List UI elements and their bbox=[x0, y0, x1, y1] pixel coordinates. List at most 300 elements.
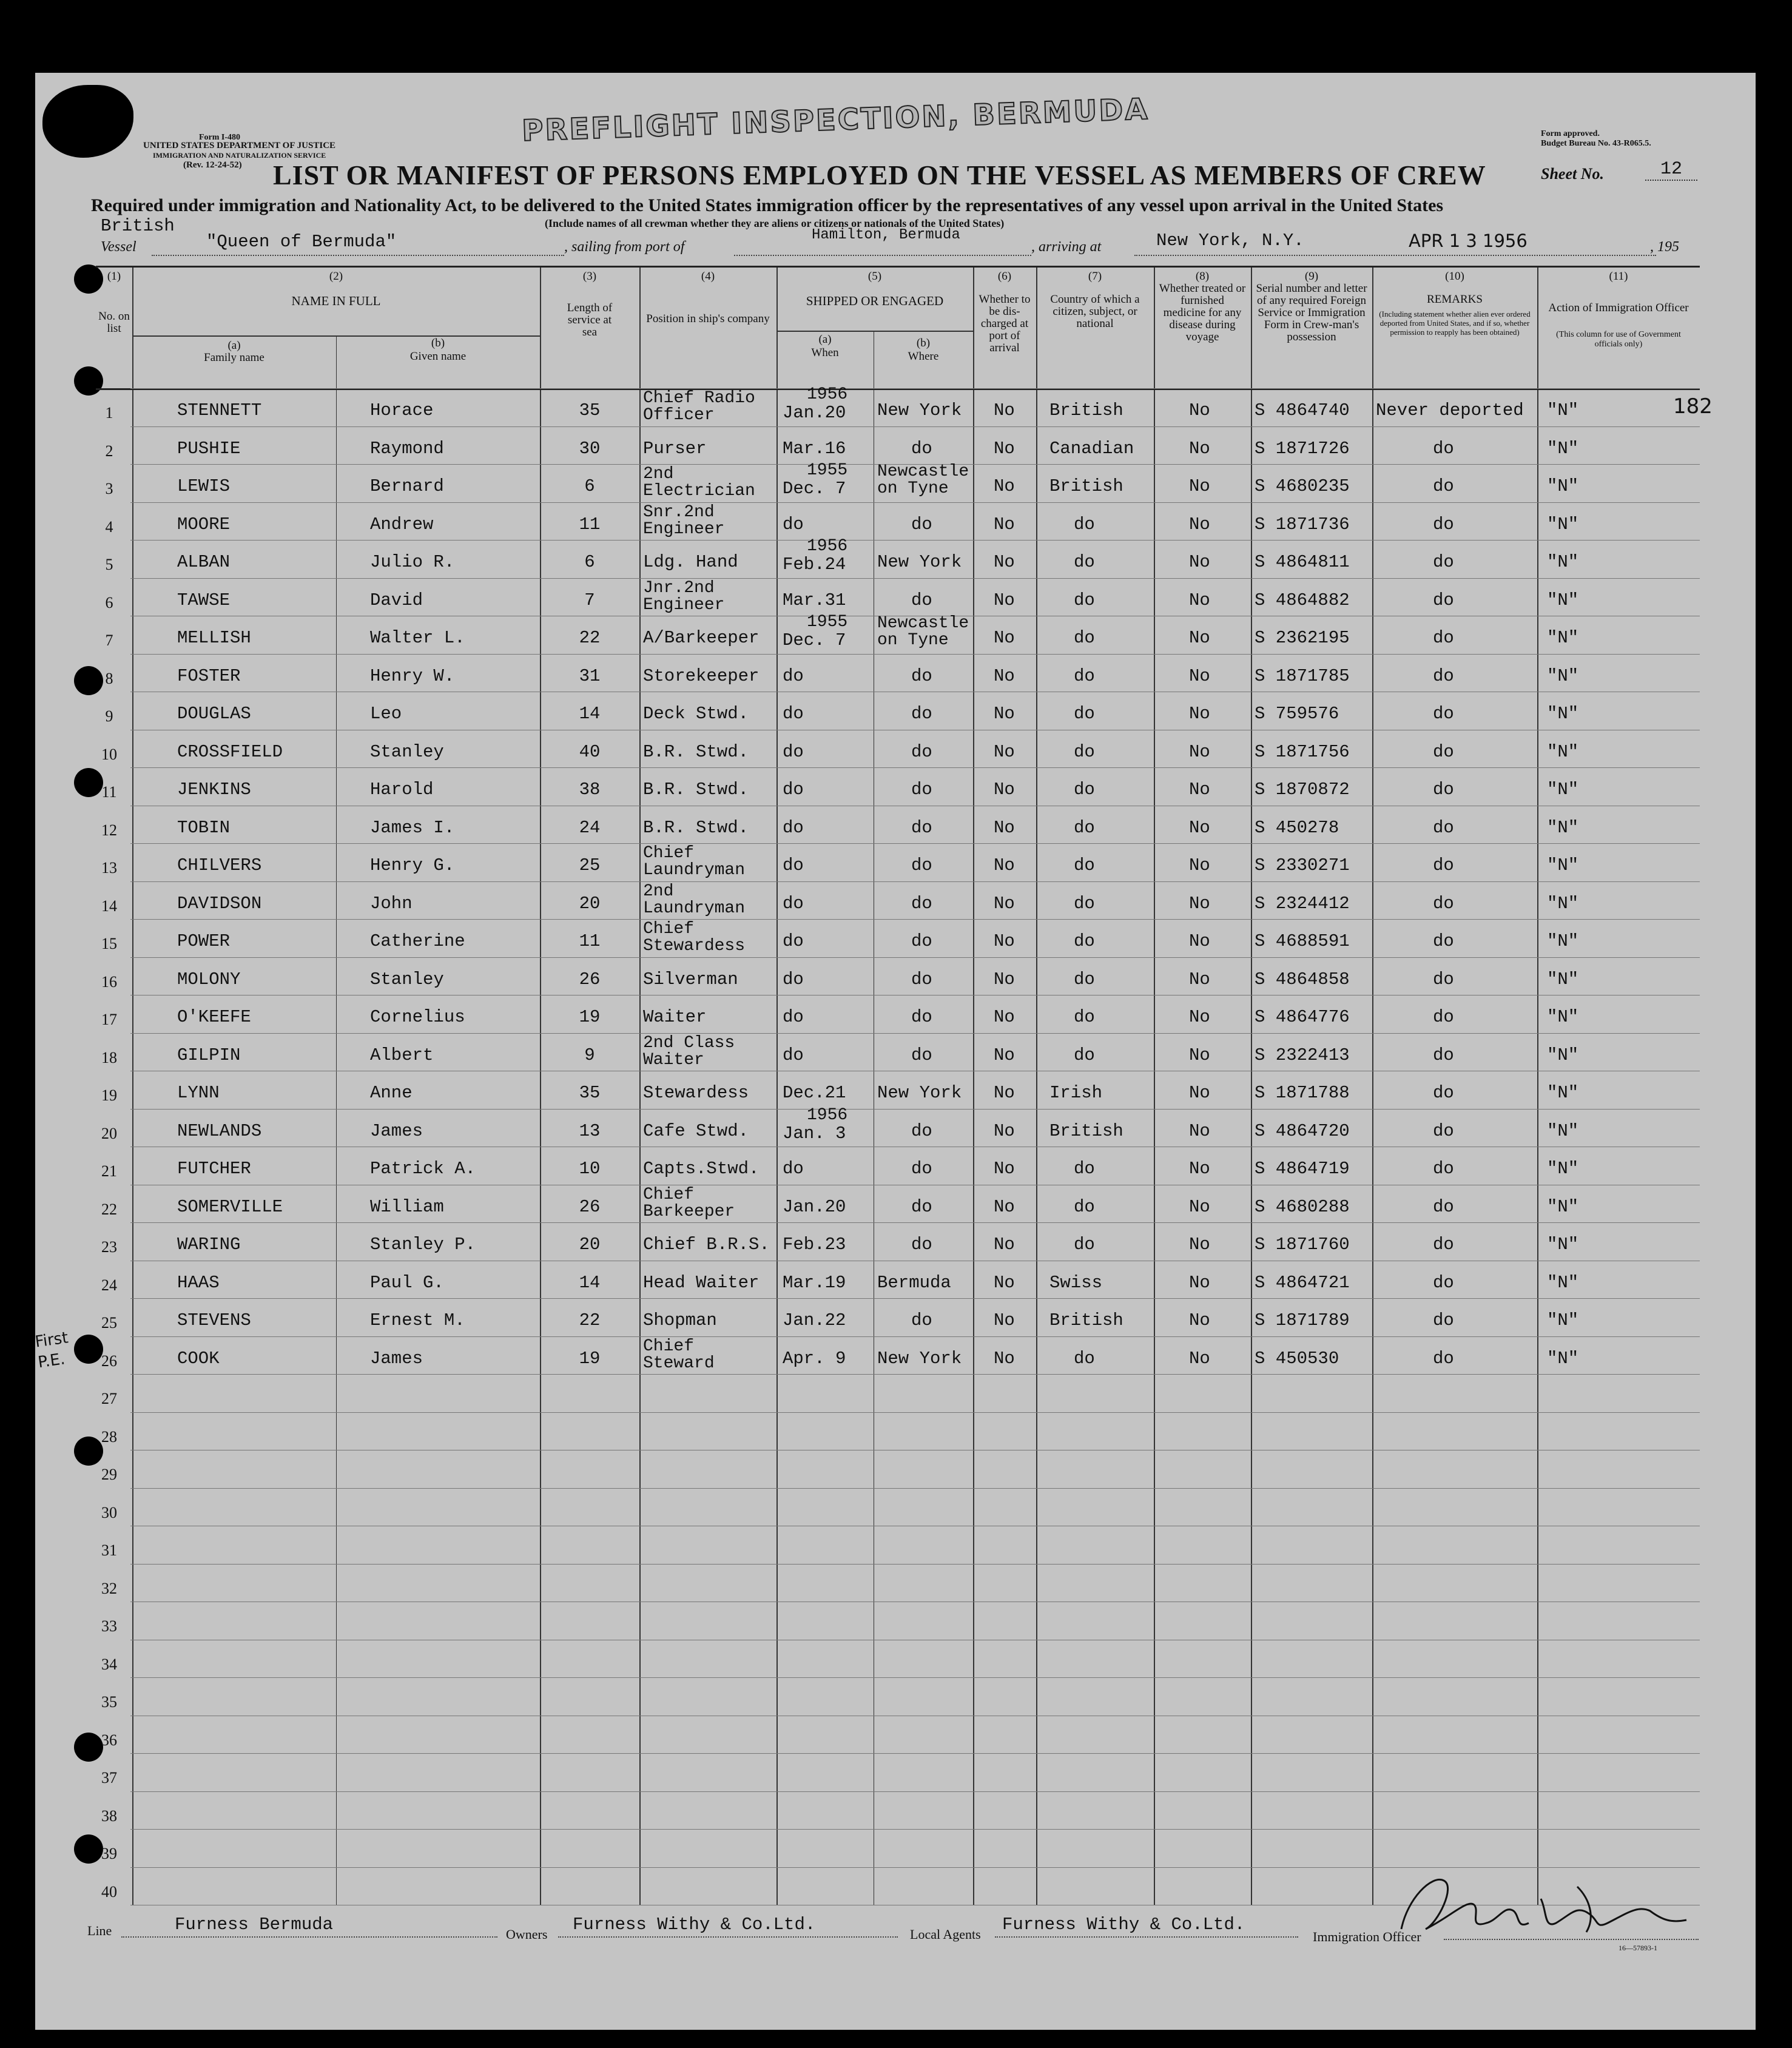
position: Chief B.R.S. bbox=[643, 1235, 770, 1255]
position: Electrician bbox=[643, 482, 755, 500]
col-divider bbox=[132, 268, 133, 1905]
arriving-line bbox=[1134, 255, 1656, 256]
col-divider bbox=[639, 268, 641, 1905]
row-line bbox=[130, 1222, 1700, 1223]
row-line bbox=[130, 767, 1700, 768]
margin-note: 182 bbox=[1673, 394, 1713, 419]
shipped-year: 1956 bbox=[807, 1105, 848, 1125]
position: Storekeeper bbox=[643, 665, 760, 686]
row-line bbox=[130, 881, 1700, 882]
discharged: No bbox=[994, 552, 1015, 572]
medicine: No bbox=[1189, 1045, 1210, 1065]
shipped-when: do bbox=[783, 780, 804, 800]
remarks: do bbox=[1433, 590, 1454, 610]
shipped-when: Jan.20 bbox=[783, 403, 846, 423]
arriving-label: , arriving at bbox=[1031, 239, 1102, 255]
row-number: 6 bbox=[105, 593, 113, 611]
officer-action: "N" bbox=[1547, 400, 1579, 420]
row-line bbox=[130, 1677, 1700, 1678]
officer-action: "N" bbox=[1547, 1083, 1579, 1103]
shipped-where: do bbox=[911, 1196, 932, 1217]
row-line bbox=[130, 502, 1700, 503]
shipped-when: do bbox=[783, 931, 804, 951]
position: Snr.2nd bbox=[643, 502, 715, 522]
row-number: 10 bbox=[101, 745, 117, 763]
position: Barkeeper bbox=[643, 1202, 735, 1221]
medicine: No bbox=[1189, 855, 1210, 875]
given-name: Walter L. bbox=[370, 628, 465, 648]
col-divider bbox=[973, 268, 974, 1905]
remarks: do bbox=[1433, 628, 1454, 648]
nationality: British bbox=[101, 216, 175, 236]
country: Irish bbox=[1049, 1083, 1103, 1103]
position: Chief bbox=[643, 844, 695, 863]
col10-num: (10) bbox=[1445, 270, 1464, 283]
officer-action: "N" bbox=[1547, 665, 1579, 686]
remarks: do bbox=[1433, 1083, 1454, 1103]
col5a-header: When bbox=[811, 346, 839, 359]
officer-action: "N" bbox=[1547, 1272, 1579, 1293]
shipped-when: Dec.21 bbox=[783, 1083, 846, 1103]
position: 2nd bbox=[643, 465, 674, 483]
row-number: 12 bbox=[101, 821, 117, 839]
row-number: 32 bbox=[101, 1579, 117, 1597]
row-line bbox=[130, 1374, 1700, 1375]
remarks: do bbox=[1433, 1235, 1454, 1255]
serial-number: S 1871760 bbox=[1255, 1235, 1350, 1255]
shipped-where: do bbox=[911, 665, 932, 686]
given-name: James bbox=[370, 1120, 423, 1141]
col2-header: NAME IN FULL bbox=[291, 294, 381, 308]
shipped-where: New York bbox=[877, 1083, 962, 1103]
service-length: 24 bbox=[579, 817, 601, 838]
shipped-subheader-line bbox=[776, 331, 973, 332]
row-number: 8 bbox=[105, 669, 113, 687]
given-name: Paul G. bbox=[370, 1272, 444, 1293]
arrival-date-stamp: APR 1 3 1956 bbox=[1409, 231, 1528, 251]
shipped-when: Mar.16 bbox=[783, 438, 846, 459]
shipped-when: do bbox=[783, 704, 804, 724]
shipped-when: do bbox=[783, 665, 804, 686]
row-number: 14 bbox=[101, 897, 117, 915]
arriving-port: New York, N.Y. bbox=[1156, 231, 1304, 251]
given-name: Albert bbox=[370, 1045, 434, 1065]
remarks: do bbox=[1433, 1159, 1454, 1179]
position: Ldg. Hand bbox=[643, 552, 738, 572]
service-length: 30 bbox=[579, 438, 601, 459]
shipped-when: Feb.23 bbox=[783, 1235, 846, 1255]
agents-value: Furness Withy & Co.Ltd. bbox=[1002, 1915, 1245, 1935]
row-number: 29 bbox=[101, 1466, 117, 1483]
shipped-when: Feb.24 bbox=[783, 554, 846, 574]
row-line bbox=[130, 843, 1700, 844]
row-line bbox=[130, 578, 1700, 579]
country: do bbox=[1074, 1045, 1095, 1065]
shipped-when: Jan. 3 bbox=[783, 1123, 846, 1144]
remarks: do bbox=[1433, 931, 1454, 951]
officer-action: "N" bbox=[1547, 893, 1579, 914]
row-number: 30 bbox=[101, 1503, 117, 1521]
serial-number: S 2322413 bbox=[1255, 1045, 1350, 1065]
country: Canadian bbox=[1049, 438, 1134, 459]
sailing-port: Hamilton, Bermuda bbox=[812, 227, 960, 243]
row-number: 2 bbox=[105, 442, 113, 460]
row-number: 7 bbox=[105, 632, 113, 649]
shipped-when: do bbox=[783, 893, 804, 914]
shipped-where: do bbox=[911, 1310, 932, 1330]
include-note: (Include names of all crewman whether they are aliens or citizens or nationals of the United States) bbox=[545, 217, 1005, 229]
remarks: do bbox=[1433, 1310, 1454, 1330]
discharged: No bbox=[994, 628, 1015, 648]
family-name: MOORE bbox=[177, 514, 231, 534]
country: British bbox=[1049, 476, 1123, 496]
remarks: do bbox=[1433, 1272, 1454, 1293]
col8-num: (8) bbox=[1195, 270, 1210, 283]
position: Chief bbox=[643, 920, 695, 938]
service-length: 22 bbox=[579, 1310, 601, 1330]
country: do bbox=[1074, 1196, 1095, 1217]
serial-number: S 1871726 bbox=[1255, 438, 1350, 459]
service-length: 26 bbox=[579, 1196, 601, 1217]
row-line bbox=[130, 1564, 1700, 1565]
row-number: 3 bbox=[105, 480, 113, 497]
line-label: Line bbox=[87, 1923, 112, 1938]
shipped-where: do bbox=[911, 817, 932, 838]
position: A/Barkeeper bbox=[643, 628, 760, 648]
officer-action: "N" bbox=[1547, 855, 1579, 875]
row-line bbox=[130, 919, 1700, 920]
service-length: 13 bbox=[579, 1120, 601, 1141]
remarks: do bbox=[1433, 438, 1454, 459]
service-length: 26 bbox=[579, 969, 601, 989]
discharged: No bbox=[994, 438, 1015, 459]
officer-action: "N" bbox=[1547, 438, 1579, 459]
shipped-where: do bbox=[911, 1235, 932, 1255]
family-name: LEWIS bbox=[177, 476, 231, 496]
service-length: 11 bbox=[579, 514, 601, 534]
medicine: No bbox=[1189, 476, 1210, 496]
position: Stewardess bbox=[643, 1083, 749, 1103]
discharged: No bbox=[994, 931, 1015, 951]
given-name: Henry G. bbox=[370, 855, 455, 875]
medicine: No bbox=[1189, 514, 1210, 534]
col4-num: (4) bbox=[701, 270, 715, 283]
given-name: Harold bbox=[370, 780, 434, 800]
given-name: Anne bbox=[370, 1083, 413, 1103]
owners-value: Furness Withy & Co.Ltd. bbox=[573, 1915, 816, 1935]
row-line bbox=[130, 1336, 1700, 1337]
row-number: 25 bbox=[101, 1314, 117, 1332]
officer-action: "N" bbox=[1547, 817, 1579, 838]
row-line bbox=[130, 1829, 1700, 1830]
discharged: No bbox=[994, 1120, 1015, 1141]
discharged: No bbox=[994, 704, 1015, 724]
sheet-label: Sheet No. bbox=[1541, 165, 1604, 183]
given-name: James bbox=[370, 1348, 423, 1369]
discharged: No bbox=[994, 590, 1015, 610]
medicine: No bbox=[1189, 704, 1210, 724]
row-line bbox=[130, 1488, 1700, 1489]
officer-action: "N" bbox=[1547, 704, 1579, 724]
serial-number: S 4864776 bbox=[1255, 1007, 1350, 1027]
medicine: No bbox=[1189, 1235, 1210, 1255]
service-length: 19 bbox=[579, 1348, 601, 1369]
medicine: No bbox=[1189, 893, 1210, 914]
remarks: do bbox=[1433, 741, 1454, 762]
family-name: CROSSFIELD bbox=[177, 741, 283, 762]
position: Engineer bbox=[643, 595, 725, 615]
medicine: No bbox=[1189, 931, 1210, 951]
family-name: GILPIN bbox=[177, 1045, 241, 1065]
col11-subheader: (This column for use of Government officials only) bbox=[1556, 330, 1681, 349]
shipped-when: do bbox=[783, 969, 804, 989]
service-length: 20 bbox=[579, 1235, 601, 1255]
country: British bbox=[1049, 400, 1123, 420]
remarks: do bbox=[1433, 780, 1454, 800]
row-number: 33 bbox=[101, 1617, 117, 1635]
discharged: No bbox=[994, 514, 1015, 534]
service-length: 19 bbox=[579, 1007, 601, 1027]
remarks: do bbox=[1433, 476, 1454, 496]
shipped-when: Jan.22 bbox=[783, 1310, 846, 1330]
serial-number: S 4864740 bbox=[1255, 400, 1350, 420]
shipped-when: do bbox=[783, 1007, 804, 1027]
family-name: DAVIDSON bbox=[177, 893, 262, 914]
agents-label: Local Agents bbox=[910, 1927, 981, 1942]
discharged: No bbox=[994, 855, 1015, 875]
discharged: No bbox=[994, 1159, 1015, 1179]
shipped-when: Mar.31 bbox=[783, 590, 846, 610]
position: Waiter bbox=[643, 1050, 704, 1069]
given-name: John bbox=[370, 893, 413, 914]
officer-action: "N" bbox=[1547, 1348, 1579, 1369]
col5a-label: (a) bbox=[818, 333, 832, 346]
col6-num: (6) bbox=[997, 270, 1012, 283]
serial-number: S 2362195 bbox=[1255, 628, 1350, 648]
shipped-year: 1955 bbox=[807, 613, 848, 632]
family-name: TOBIN bbox=[177, 817, 231, 838]
col2b-header: Given name bbox=[409, 350, 467, 363]
service-length: 35 bbox=[579, 1083, 601, 1103]
given-name: Bernard bbox=[370, 476, 444, 496]
row-line bbox=[130, 957, 1700, 958]
col-divider bbox=[1154, 268, 1155, 1905]
serial-number: S 1871789 bbox=[1255, 1310, 1350, 1330]
remarks: do bbox=[1433, 817, 1454, 838]
officer-action: "N" bbox=[1547, 1007, 1579, 1027]
col11-header: Action of Immigration Officer bbox=[1548, 301, 1689, 314]
row-line bbox=[130, 540, 1700, 541]
discharged: No bbox=[994, 817, 1015, 838]
service-length: 40 bbox=[579, 741, 601, 762]
medicine: No bbox=[1189, 1348, 1210, 1369]
serial-number: S 1870872 bbox=[1255, 780, 1350, 800]
position: Deck Stwd. bbox=[643, 704, 749, 724]
service-length: 6 bbox=[584, 476, 595, 496]
serial-number: S 1871736 bbox=[1255, 514, 1350, 534]
position: B.R. Stwd. bbox=[643, 817, 749, 838]
service-length: 22 bbox=[579, 628, 601, 648]
col5b-label: (b) bbox=[916, 337, 931, 349]
service-name: IMMIGRATION AND NATURALIZATION SERVICE bbox=[153, 151, 326, 160]
row-number: 31 bbox=[101, 1541, 117, 1559]
position: Stewardess bbox=[643, 937, 746, 955]
row-number: 17 bbox=[101, 1011, 117, 1028]
shipped-where: New York bbox=[877, 1348, 962, 1369]
sailing-label: , sailing from port of bbox=[564, 239, 685, 255]
given-name: Stanley P. bbox=[370, 1235, 476, 1255]
position: Engineer bbox=[643, 519, 725, 539]
country: do bbox=[1074, 704, 1095, 724]
serial-number: S 4864882 bbox=[1255, 590, 1350, 610]
shipped-where: do bbox=[911, 969, 932, 989]
row-line bbox=[130, 388, 1700, 389]
family-name: ALBAN bbox=[177, 552, 231, 572]
remarks: do bbox=[1433, 514, 1454, 534]
shipped-where: do bbox=[911, 855, 932, 875]
family-name: MOLONY bbox=[177, 969, 241, 989]
col-divider bbox=[776, 268, 778, 1905]
department: UNITED STATES DEPARTMENT OF JUSTICE bbox=[143, 141, 336, 150]
row-number: 35 bbox=[101, 1693, 117, 1711]
sheet-number: 12 bbox=[1645, 159, 1697, 181]
given-name: William bbox=[370, 1196, 444, 1217]
family-name: MELLISH bbox=[177, 628, 251, 648]
row-line bbox=[130, 1412, 1700, 1413]
row-number: 38 bbox=[101, 1807, 117, 1825]
row-number: 27 bbox=[101, 1390, 117, 1407]
row-number: 21 bbox=[101, 1162, 117, 1180]
medicine: No bbox=[1189, 780, 1210, 800]
family-name: JENKINS bbox=[177, 780, 251, 800]
row-line bbox=[130, 1109, 1700, 1110]
row-number: 40 bbox=[101, 1882, 117, 1901]
col5-header: SHIPPED OR ENGAGED bbox=[806, 294, 944, 308]
shipped-where: Newcastle bbox=[877, 614, 969, 633]
officer-action: "N" bbox=[1547, 590, 1579, 610]
shipped-when: do bbox=[783, 855, 804, 875]
remarks: do bbox=[1433, 665, 1454, 686]
officer-action: "N" bbox=[1547, 1196, 1579, 1217]
country: do bbox=[1074, 780, 1095, 800]
row-number: 37 bbox=[101, 1769, 117, 1787]
discharged: No bbox=[994, 1196, 1015, 1217]
family-name: FUTCHER bbox=[177, 1159, 251, 1179]
country: do bbox=[1074, 931, 1095, 951]
shipped-where: do bbox=[911, 893, 932, 914]
remarks: do bbox=[1433, 1120, 1454, 1141]
serial-number: S 1871788 bbox=[1255, 1083, 1350, 1103]
shipped-year: 1956 bbox=[807, 537, 848, 556]
shipped-when: do bbox=[783, 817, 804, 838]
medicine: No bbox=[1189, 1310, 1210, 1330]
given-name: Cornelius bbox=[370, 1007, 465, 1027]
position: Chief Radio bbox=[643, 389, 755, 408]
remarks: do bbox=[1433, 969, 1454, 989]
country: do bbox=[1074, 665, 1095, 686]
position: Waiter bbox=[643, 1007, 707, 1027]
medicine: No bbox=[1189, 817, 1210, 838]
family-name: POWER bbox=[177, 931, 231, 951]
officer-action: "N" bbox=[1547, 1159, 1579, 1179]
shipped-where: on Tyne bbox=[877, 631, 949, 650]
medicine: No bbox=[1189, 1007, 1210, 1027]
row-number: 9 bbox=[105, 707, 113, 725]
medicine: No bbox=[1189, 552, 1210, 572]
officer-action: "N" bbox=[1547, 1120, 1579, 1141]
row-line bbox=[130, 1753, 1700, 1754]
row-number: 20 bbox=[101, 1124, 117, 1142]
medicine: No bbox=[1189, 1159, 1210, 1179]
service-length: 14 bbox=[579, 1272, 601, 1293]
shipped-where: do bbox=[911, 931, 932, 951]
col-divider bbox=[1036, 268, 1037, 1905]
family-name: HAAS bbox=[177, 1272, 220, 1293]
sailing-line bbox=[734, 255, 1031, 256]
row-number: 22 bbox=[101, 1200, 117, 1218]
row-line bbox=[130, 1033, 1700, 1034]
serial-number: S 4864721 bbox=[1255, 1272, 1350, 1293]
given-name: Catherine bbox=[370, 931, 465, 951]
country: do bbox=[1074, 855, 1095, 875]
given-name: Patrick A. bbox=[370, 1159, 476, 1179]
owners-label: Owners bbox=[506, 1927, 548, 1942]
col-divider bbox=[1372, 268, 1373, 1905]
discharged: No bbox=[994, 1272, 1015, 1293]
col6-header: Whether to be dis-charged at port of arrival bbox=[979, 293, 1031, 354]
country: do bbox=[1074, 628, 1095, 648]
form-number: Form I-480 bbox=[199, 133, 241, 142]
col5-num: (5) bbox=[867, 270, 882, 283]
remarks: do bbox=[1433, 855, 1454, 875]
position: Steward bbox=[643, 1353, 715, 1373]
given-name: Horace bbox=[370, 400, 434, 420]
service-length: 7 bbox=[584, 590, 595, 610]
row-number: 39 bbox=[101, 1845, 117, 1862]
line-value: Furness Bermuda bbox=[175, 1915, 334, 1935]
position: Shopman bbox=[643, 1310, 717, 1330]
family-name: WARING bbox=[177, 1235, 241, 1255]
officer-label: Immigration Officer bbox=[1313, 1929, 1421, 1944]
officer-action: "N" bbox=[1547, 1045, 1579, 1065]
position: Laundryman bbox=[643, 898, 746, 918]
medicine: No bbox=[1189, 741, 1210, 762]
family-name: SOMERVILLE bbox=[177, 1196, 283, 1217]
owners-underline bbox=[558, 1936, 898, 1938]
service-length: 25 bbox=[579, 855, 601, 875]
position: B.R. Stwd. bbox=[643, 741, 749, 762]
given-name: Stanley bbox=[370, 741, 444, 762]
col9-header: Serial number and letter of any required Foreign Service or Immigration Form in Crew-man's possession bbox=[1256, 282, 1367, 343]
shipped-when: do bbox=[783, 741, 804, 762]
given-name: Leo bbox=[370, 704, 402, 724]
requirement-text: Required under immigration and Nationality Act, to be delivered to the United States immigration officer by the representatives of any vessel upon arrival in the United States bbox=[91, 195, 1444, 215]
shipped-where: do bbox=[911, 1159, 932, 1179]
given-name: Julio R. bbox=[370, 552, 455, 572]
position: 2nd Class bbox=[643, 1033, 735, 1053]
shipped-when: do bbox=[783, 1159, 804, 1179]
discharged: No bbox=[994, 1083, 1015, 1103]
col8-header: Whether treated or furnished medicine for any disease during voyage bbox=[1159, 282, 1246, 343]
officer-action: "N" bbox=[1547, 514, 1579, 534]
shipped-where: do bbox=[911, 1120, 932, 1141]
form-approved: Form approved. bbox=[1541, 129, 1600, 138]
shipped-where: do bbox=[911, 590, 932, 610]
country: do bbox=[1074, 1235, 1095, 1255]
row-number: 1 bbox=[105, 404, 113, 422]
service-length: 20 bbox=[579, 893, 601, 914]
col4-header: Position in ship's company bbox=[646, 312, 770, 325]
